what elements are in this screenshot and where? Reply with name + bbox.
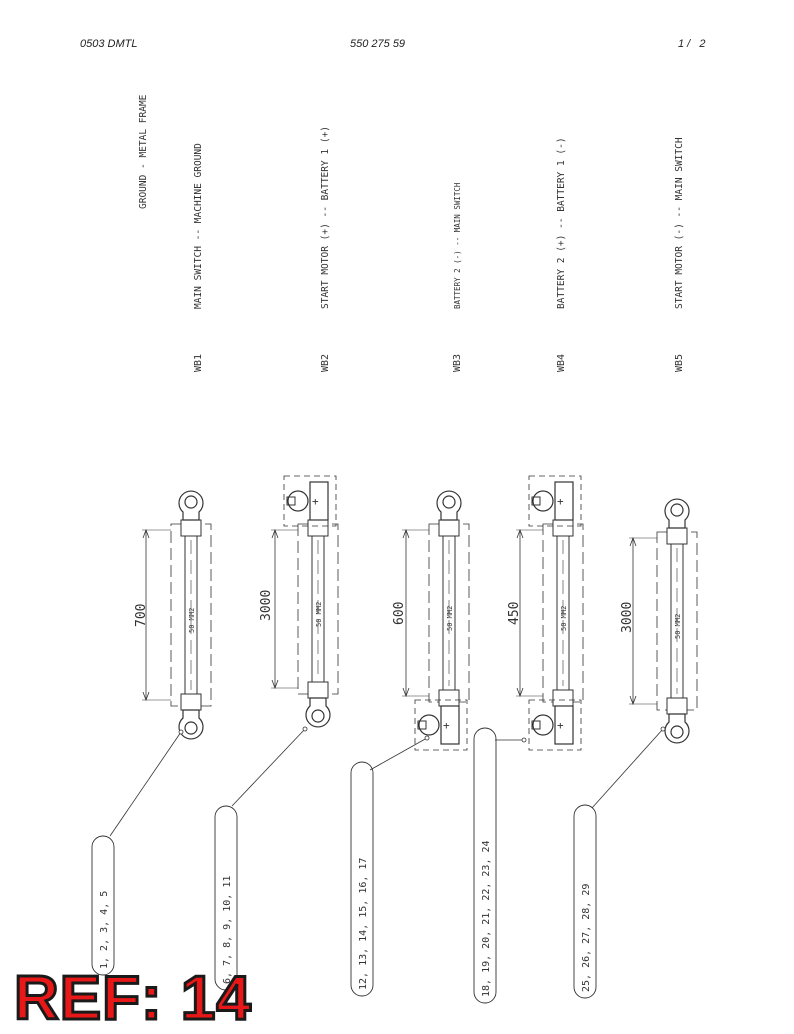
leader-line: [370, 738, 427, 770]
cable-id-wb3: WB3: [452, 353, 463, 372]
leader-dot: [425, 736, 429, 740]
crimp-sleeve: [667, 698, 687, 714]
leader-line: [592, 729, 663, 808]
clamp-ring: [533, 491, 553, 511]
cable-desc-wb3: BATTERY 2 (-) -- MAIN SWITCH: [453, 182, 462, 309]
ring-terminal: [437, 491, 461, 520]
dimension-value-wb3: 600: [392, 601, 407, 625]
dimension-value-wb4: 450: [507, 601, 522, 625]
callout-items-wb1: 1, 2, 3, 4, 5: [99, 890, 110, 969]
leader-dot: [303, 727, 307, 731]
cable-id-wb4: WB4: [556, 353, 567, 372]
polarity-mark: +: [557, 719, 564, 732]
leader-dot: [179, 730, 183, 734]
cable-assembly-wb1: [92, 491, 211, 975]
ring-terminal: [179, 491, 203, 520]
crimp-sleeve: [439, 690, 459, 706]
leader-dot: [661, 727, 665, 731]
cable-id-wb1: WB1: [193, 353, 204, 372]
dimension-value-wb5: 3000: [620, 601, 635, 633]
crimp-sleeve: [308, 682, 328, 698]
terminal-hole: [312, 710, 324, 722]
terminal-hole: [443, 496, 455, 508]
cable-assembly-wb5: [574, 499, 697, 998]
cable-desc-wb4: BATTERY 2 (+) -- BATTERY 1 (-): [556, 137, 567, 309]
ring-terminal: [306, 698, 330, 727]
part-number: 550 275 59: [350, 38, 406, 50]
crimp-sleeve: [439, 520, 459, 536]
crimp-sleeve: [181, 694, 201, 710]
cable-desc-wb1: MAIN SWITCH -- MACHINE GROUND: [193, 143, 204, 309]
terminal-hole: [185, 496, 197, 508]
cable-id-wb5: WB5: [674, 353, 685, 372]
callout-items-wb2: 6, 7, 8, 9, 10, 11: [222, 875, 233, 984]
crimp-sleeve: [553, 690, 573, 706]
page-number: 1 / 2: [678, 38, 706, 50]
cable-id-wb2: WB2: [320, 353, 331, 372]
crimp-sleeve: [667, 528, 687, 544]
cable-section-wb3: 50 MM2: [446, 605, 454, 631]
clamp-ring: [288, 491, 308, 511]
leader-dot: [522, 738, 526, 742]
clamp-ring: [419, 715, 439, 735]
ring-terminal: [665, 499, 689, 528]
crimp-sleeve: [181, 520, 201, 536]
crimp-sleeve: [553, 520, 573, 536]
cable-section-wb5: 50 MM2: [674, 613, 682, 639]
dimension-value-wb2: 3000: [259, 589, 274, 621]
ring-terminal: [179, 710, 203, 739]
cable-desc-wb5: START MOTOR (-) -- MAIN SWITCH: [674, 137, 685, 309]
cable-section-wb1: 50 MM2: [188, 607, 196, 633]
cable-section-wb2: 50 MM2: [315, 601, 323, 627]
leader-line: [232, 729, 305, 806]
polarity-mark: +: [557, 495, 564, 508]
clamp-ring: [533, 715, 553, 735]
callout-items-wb3: 12, 13, 14, 15, 16, 17: [358, 857, 369, 990]
callout-items-wb4: 18, 19, 20, 21, 22, 23, 24: [481, 840, 492, 997]
terminal-hole: [671, 504, 683, 516]
ground-label: GROUND - METAL FRAME: [138, 94, 149, 209]
cable-assembly-wb4: [474, 476, 583, 1003]
cable-assembly-wb2: [215, 476, 338, 990]
callout-items-wb5: 25, 26, 27, 28, 29: [581, 883, 592, 992]
cable-section-wb4: 50 MM2: [560, 605, 568, 631]
dimension-value-wb1: 700: [134, 603, 149, 627]
doc-code: 0503 DMTL: [80, 38, 138, 50]
polarity-mark: +: [312, 495, 319, 508]
crimp-sleeve: [308, 520, 328, 536]
reference-stamp: REF: 14: [14, 964, 252, 1033]
leader-line: [110, 732, 181, 836]
terminal-hole: [671, 726, 683, 738]
cable-desc-wb2: START MOTOR (+) -- BATTERY 1 (+): [320, 125, 331, 309]
ring-terminal: [665, 714, 689, 743]
polarity-mark: +: [443, 719, 450, 732]
cable-assembly-wb3: [351, 491, 469, 996]
terminal-hole: [185, 722, 197, 734]
